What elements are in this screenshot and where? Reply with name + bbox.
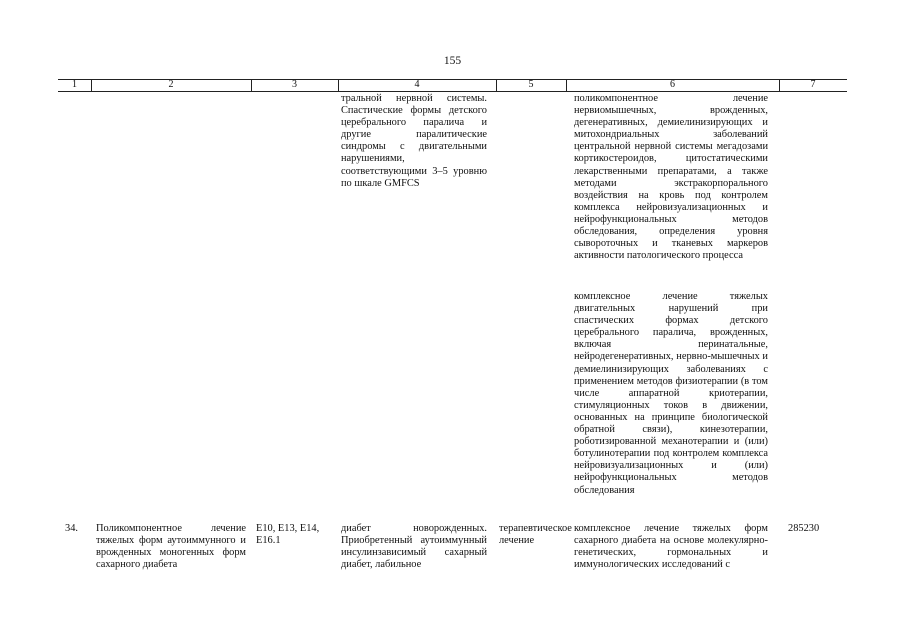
- row-34-name: Поликомпонентное лечение тяжелых форм аутоиммунного и врожденных моногенных форм сахарного диабета: [96, 523, 246, 571]
- column-number-1: 1: [72, 79, 77, 90]
- column-number-4: 4: [414, 79, 420, 90]
- continuation-model-text: тральной нервной системы. Спастические формы детского церебрального паралича и другие паралитические синдромы с двигательными нарушениями, соответствующими 3–5 уровню по шкале GMFCS: [341, 93, 487, 189]
- column-number-2: 2: [168, 79, 174, 90]
- column-number-6: 6: [670, 79, 675, 90]
- column-number-7: 7: [810, 79, 816, 90]
- row-34-model: диабет новорожденных. Приобретенный аутоиммунный инсулинзависимый сахарный диабет, лабильное: [341, 523, 487, 571]
- continuation-method-text-2: комплексное лечение тяжелых двигательных нарушений при спастических формах детского церебрального паралича, врожденных, включая перинатальные, нейродегенеративных, нервно-мышечных и демиелинизирующих заболеваниях с применением методов физиотерапии (в том числе аппаратной криотерапии, стимуляционных токов в движении, основанных на принципе биологической обратной связи), кинезотерапии, роботизированной механотерапии и (или) ботулинотерапии под контролем комплекса нейровизуализационных и (или) нейрофункциональных методов обследования: [574, 291, 768, 496]
- row-34-number: 34.: [65, 523, 78, 534]
- row-34-method: комплексное лечение тяжелых форм сахарного диабета на основе молекулярно-генетических, гормональных и иммунологических исследований с: [574, 523, 768, 571]
- header-bottom-rule: [58, 91, 847, 92]
- row-34-icd-codes: E10, E13, E14, E16.1: [256, 523, 320, 547]
- column-number-5: 5: [528, 79, 534, 90]
- row-34-treatment-type: терапевтическое лечение: [499, 523, 572, 547]
- row-34-cost: 285230: [788, 523, 820, 534]
- table: [58, 79, 847, 91]
- column-number-header: [58, 79, 847, 91]
- page-number: 155: [443, 55, 462, 67]
- column-number-3: 3: [292, 79, 297, 90]
- continuation-method-text: поликомпонентное лечение нервиомышечных, врожденных, дегенеративных, демиелинизирующих и митохондриальных заболеваний центральной нервной системы мегадозами кортикостероидов, цитостатическими лекарственными препаратами, а также методами экстракорпорального воздействия на кровь под контролем комплекса нейровизуализационных и нейрофункциональных методов обследования, определения уровня сывороточных и тканевых маркеров активности патологического процесса: [574, 93, 768, 262]
